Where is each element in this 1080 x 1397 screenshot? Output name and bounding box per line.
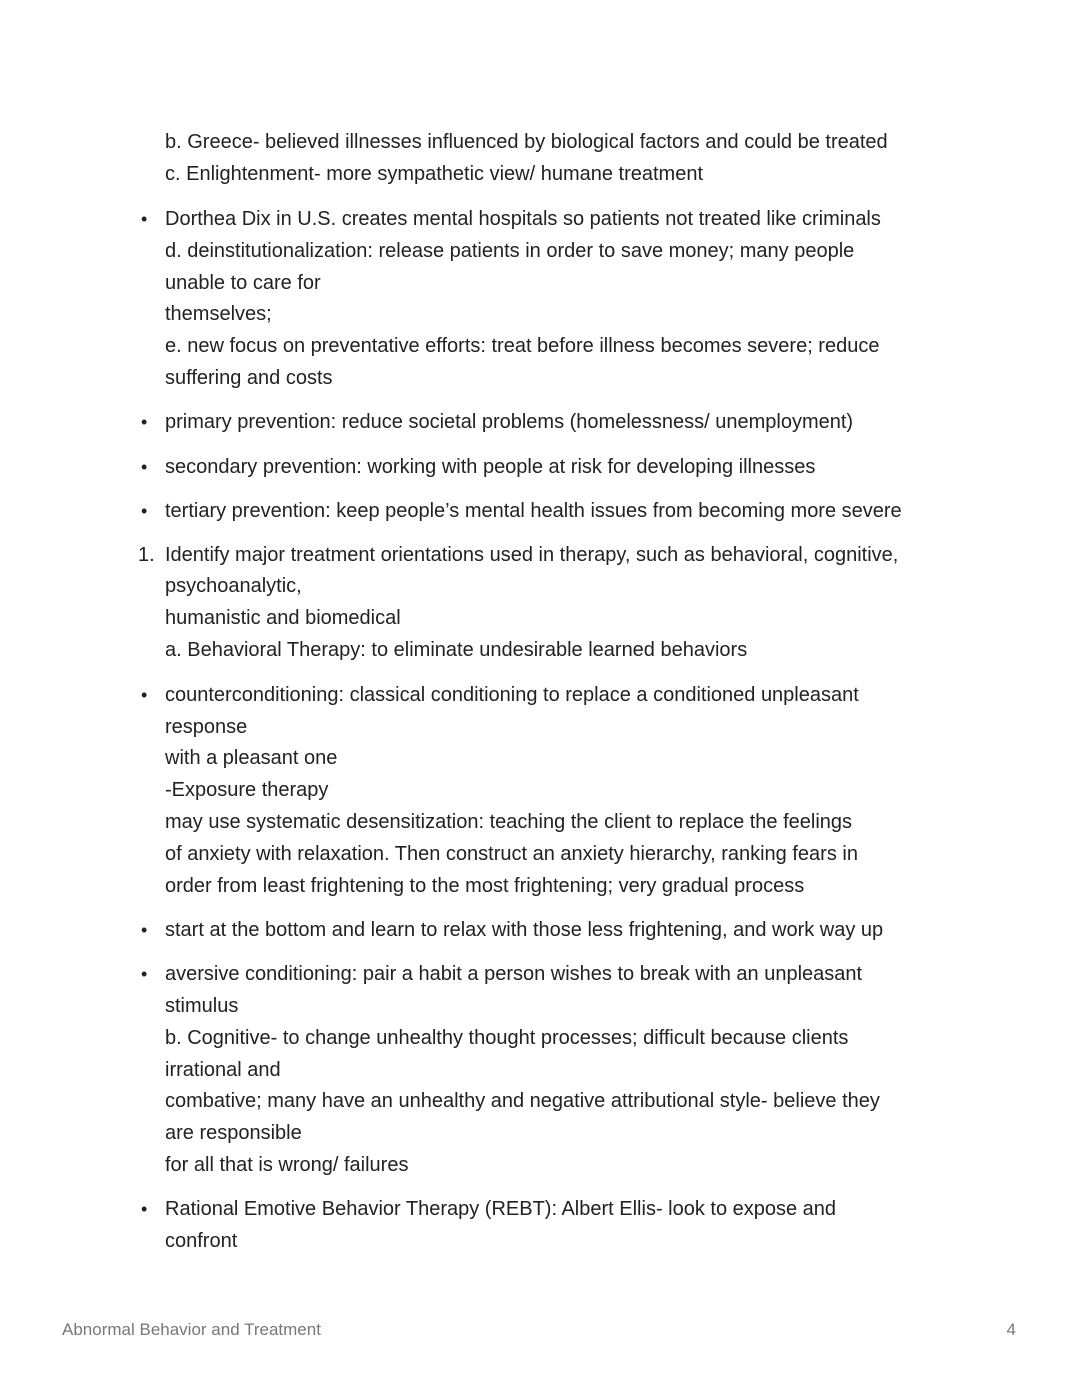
text-line: order from least frightening to the most frightening; very gradual process: [165, 875, 805, 897]
bullet-item-text: Rational Emotive Behavior Therapy (REBT): Albert Ellis- look to expose and: [165, 1198, 837, 1220]
footer-title: Abnormal Behavior and Treatment: [62, 1320, 321, 1339]
text-line: e. new focus on preventative efforts: treat before illness becomes severe; reduce: [165, 335, 880, 357]
text-line: are responsible: [165, 1122, 302, 1144]
text-line: humanistic and biomedical: [165, 607, 401, 629]
text-line: themselves;: [165, 303, 272, 325]
text-line: stimulus: [165, 995, 239, 1017]
bullet-marker: •: [141, 457, 148, 477]
text-line: combative; many have an unhealthy and negative attributional style- believe they: [165, 1090, 880, 1112]
text-line: a. Behavioral Therapy: to eliminate undesirable learned behaviors: [165, 639, 748, 661]
text-line: response: [165, 716, 248, 738]
bullet-item-text: aversive conditioning: pair a habit a person wishes to break with an unpleasant: [165, 963, 863, 985]
text-line: c. Enlightenment- more sympathetic view/ humane treatment: [165, 163, 704, 185]
bullet-marker: •: [141, 1199, 148, 1219]
text-line: b. Greece- believed illnesses influenced by biological factors and could be treated: [165, 131, 888, 153]
bullet-item-text: tertiary prevention: keep people’s mental health issues from becoming more severe: [165, 500, 902, 522]
text-line: confront: [165, 1230, 238, 1252]
text-line: irrational and: [165, 1059, 281, 1081]
text-line: d. deinstitutionalization: release patients in order to save money; many people: [165, 240, 855, 262]
numbered-marker: 1.: [138, 544, 155, 566]
text-line: with a pleasant one: [165, 747, 338, 769]
bullet-item-text: primary prevention: reduce societal problems (homelessness/ unemployment): [165, 411, 854, 433]
text-line: unable to care for: [165, 272, 321, 294]
bullet-item-text: start at the bottom and learn to relax with those less frightening, and work way up: [165, 919, 884, 941]
bullet-marker: •: [141, 501, 148, 521]
bullet-marker: •: [141, 964, 148, 984]
page-number: 4: [1006, 1320, 1016, 1339]
bullet-item-text: Dorthea Dix in U.S. creates mental hospitals so patients not treated like criminals: [165, 208, 881, 230]
text-line: psychoanalytic,: [165, 575, 302, 597]
text-line: b. Cognitive- to change unhealthy thought processes; difficult because clients: [165, 1027, 849, 1049]
text-line: for all that is wrong/ failures: [165, 1154, 409, 1176]
bullet-marker: •: [141, 412, 148, 432]
bullet-marker: •: [141, 920, 148, 940]
text-line: of anxiety with relaxation. Then construct an anxiety hierarchy, ranking fears in: [165, 843, 858, 865]
text-line: suffering and costs: [165, 367, 333, 389]
text-line: may use systematic desensitization: teaching the client to replace the feelings: [165, 811, 853, 833]
text-line: -Exposure therapy: [165, 779, 329, 801]
numbered-item-text: Identify major treatment orientations used in therapy, such as behavioral, cognitive,: [165, 544, 899, 566]
bullet-item-text: secondary prevention: working with people at risk for developing illnesses: [165, 456, 816, 478]
bullet-item-text: counterconditioning: classical conditioning to replace a conditioned unpleasant: [165, 684, 859, 706]
bullet-marker: •: [141, 209, 148, 229]
bullet-marker: •: [141, 685, 148, 705]
